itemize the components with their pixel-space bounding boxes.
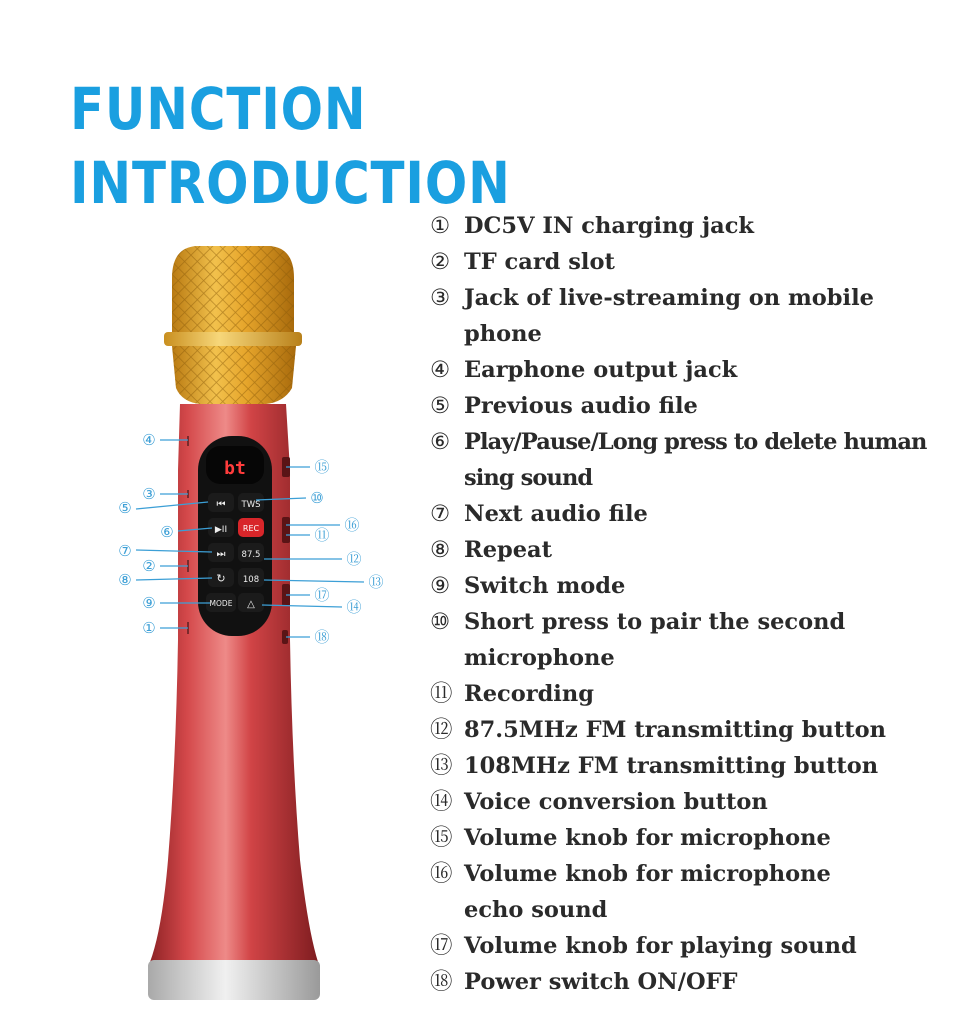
record-button[interactable]: [238, 518, 264, 537]
feature-text: Switch mode: [464, 573, 626, 599]
feature-text: Jack of live-streaming on mobile phone: [464, 285, 874, 347]
feature-item: [430, 856, 950, 928]
feature-number: ⑥: [430, 429, 451, 455]
feature-text: 87.5MHz FM transmitting button: [464, 717, 886, 743]
feature-item: [430, 748, 950, 784]
feature-number: ③: [430, 285, 451, 311]
fm-87-5-label: 87.5: [241, 550, 261, 560]
head-ring: [164, 332, 302, 346]
mode-button[interactable]: [206, 593, 236, 612]
voice-conversion-icon: △: [247, 599, 255, 610]
callout-5: ⑤: [118, 499, 132, 517]
title-line-2: INTRODUCTION: [70, 149, 511, 217]
feature-list: [430, 208, 950, 1000]
feature-item: [430, 244, 950, 280]
callout-9: ⑨: [142, 594, 156, 612]
feature-number: ⑪: [430, 681, 453, 707]
feature-text: Repeat: [464, 537, 553, 563]
callout-7: ⑦: [118, 542, 132, 560]
callout-17: ⑰: [314, 586, 330, 604]
feature-item: [430, 784, 950, 820]
callout-13: ⑬: [368, 573, 384, 591]
feature-number: ⑭: [430, 789, 453, 815]
feature-number: ⑤: [430, 393, 451, 419]
feature-item: [430, 928, 950, 964]
feature-item: [430, 352, 950, 388]
feature-text: Earphone output jack: [464, 357, 738, 383]
feature-text: Short press to pair the second microphone: [464, 609, 846, 671]
record-label: REC: [242, 524, 260, 533]
feature-text: 108MHz FM transmitting button: [464, 753, 879, 779]
feature-number: ⑫: [430, 717, 453, 743]
fm-108-button[interactable]: [238, 568, 264, 587]
previous-button[interactable]: [208, 493, 234, 512]
feature-number: ⑰: [430, 933, 453, 959]
feature-number: ⑩: [430, 609, 451, 635]
feature-item: [430, 208, 950, 244]
callout-8: ⑧: [118, 571, 132, 589]
fm-87-5-button[interactable]: [238, 543, 264, 562]
feature-number: ⑧: [430, 537, 451, 563]
feature-text: Volume knob for microphone echo sound: [464, 861, 831, 923]
feature-item: [430, 496, 950, 532]
callout-14: ⑭: [346, 598, 362, 616]
feature-text: Play/Pause/Long press to delete human sing sound: [464, 429, 927, 491]
feature-item: [430, 280, 950, 352]
feature-number: ⑯: [430, 861, 453, 887]
feature-text: DC5V IN charging jack: [464, 213, 754, 239]
callout-16: ⑯: [344, 516, 360, 534]
feature-text: Next audio file: [464, 501, 648, 527]
tws-label: TWS: [241, 500, 261, 510]
callout-2: ②: [142, 557, 156, 575]
title-line-1: FUNCTION: [70, 75, 367, 143]
microphone-illustration: [110, 210, 430, 1010]
next-icon: ⏭: [216, 549, 226, 560]
feature-number: ⑨: [430, 573, 451, 599]
voice-conversion-button[interactable]: [238, 593, 264, 612]
callout-12: ⑫: [346, 550, 362, 568]
feature-item: [430, 712, 950, 748]
play-pause-icon: ▶II: [214, 525, 228, 535]
feature-item: [430, 676, 950, 712]
feature-text: Volume knob for microphone: [464, 825, 831, 851]
previous-icon: ⏮: [216, 499, 226, 510]
feature-text: TF card slot: [464, 249, 615, 275]
feature-text: Recording: [464, 681, 594, 707]
tws-button[interactable]: [238, 493, 264, 512]
feature-item: [430, 820, 950, 856]
feature-item: [430, 568, 950, 604]
callout-15: ⑮: [314, 458, 330, 476]
feature-number: ⑦: [430, 501, 451, 527]
feature-number: ②: [430, 249, 451, 275]
feature-text: Voice conversion button: [464, 789, 768, 815]
feature-text: Volume knob for playing sound: [464, 933, 857, 959]
callout-3: ③: [142, 485, 156, 503]
callout-6: ⑥: [160, 523, 174, 541]
mode-label: MODE: [209, 599, 233, 608]
feature-number: ④: [430, 357, 451, 383]
callout-18: ⑱: [314, 628, 330, 646]
repeat-icon: ↻: [216, 572, 226, 585]
feature-text: Previous audio file: [464, 393, 698, 419]
feature-number: ⑱: [430, 969, 453, 995]
feature-item: [430, 532, 950, 568]
led-display-text: bt: [224, 458, 246, 479]
feature-number: ①: [430, 213, 451, 239]
microphone-head: [164, 246, 302, 404]
callout-1: ①: [142, 619, 156, 637]
callout-11: ⑪: [314, 526, 330, 544]
feature-item: [430, 604, 950, 676]
feature-item: [430, 388, 950, 424]
feature-number: ⑮: [430, 825, 453, 851]
callout-4: ④: [142, 431, 156, 449]
feature-text: Power switch ON/OFF: [464, 969, 738, 995]
fm-108-label: 108: [242, 575, 260, 585]
page-title: [70, 72, 511, 220]
microphone-base: [148, 960, 320, 1000]
control-panel: [198, 436, 272, 636]
feature-number: ⑬: [430, 753, 453, 779]
callout-10: ⑩: [310, 489, 324, 507]
feature-item: [430, 424, 950, 496]
feature-item: [430, 964, 950, 1000]
